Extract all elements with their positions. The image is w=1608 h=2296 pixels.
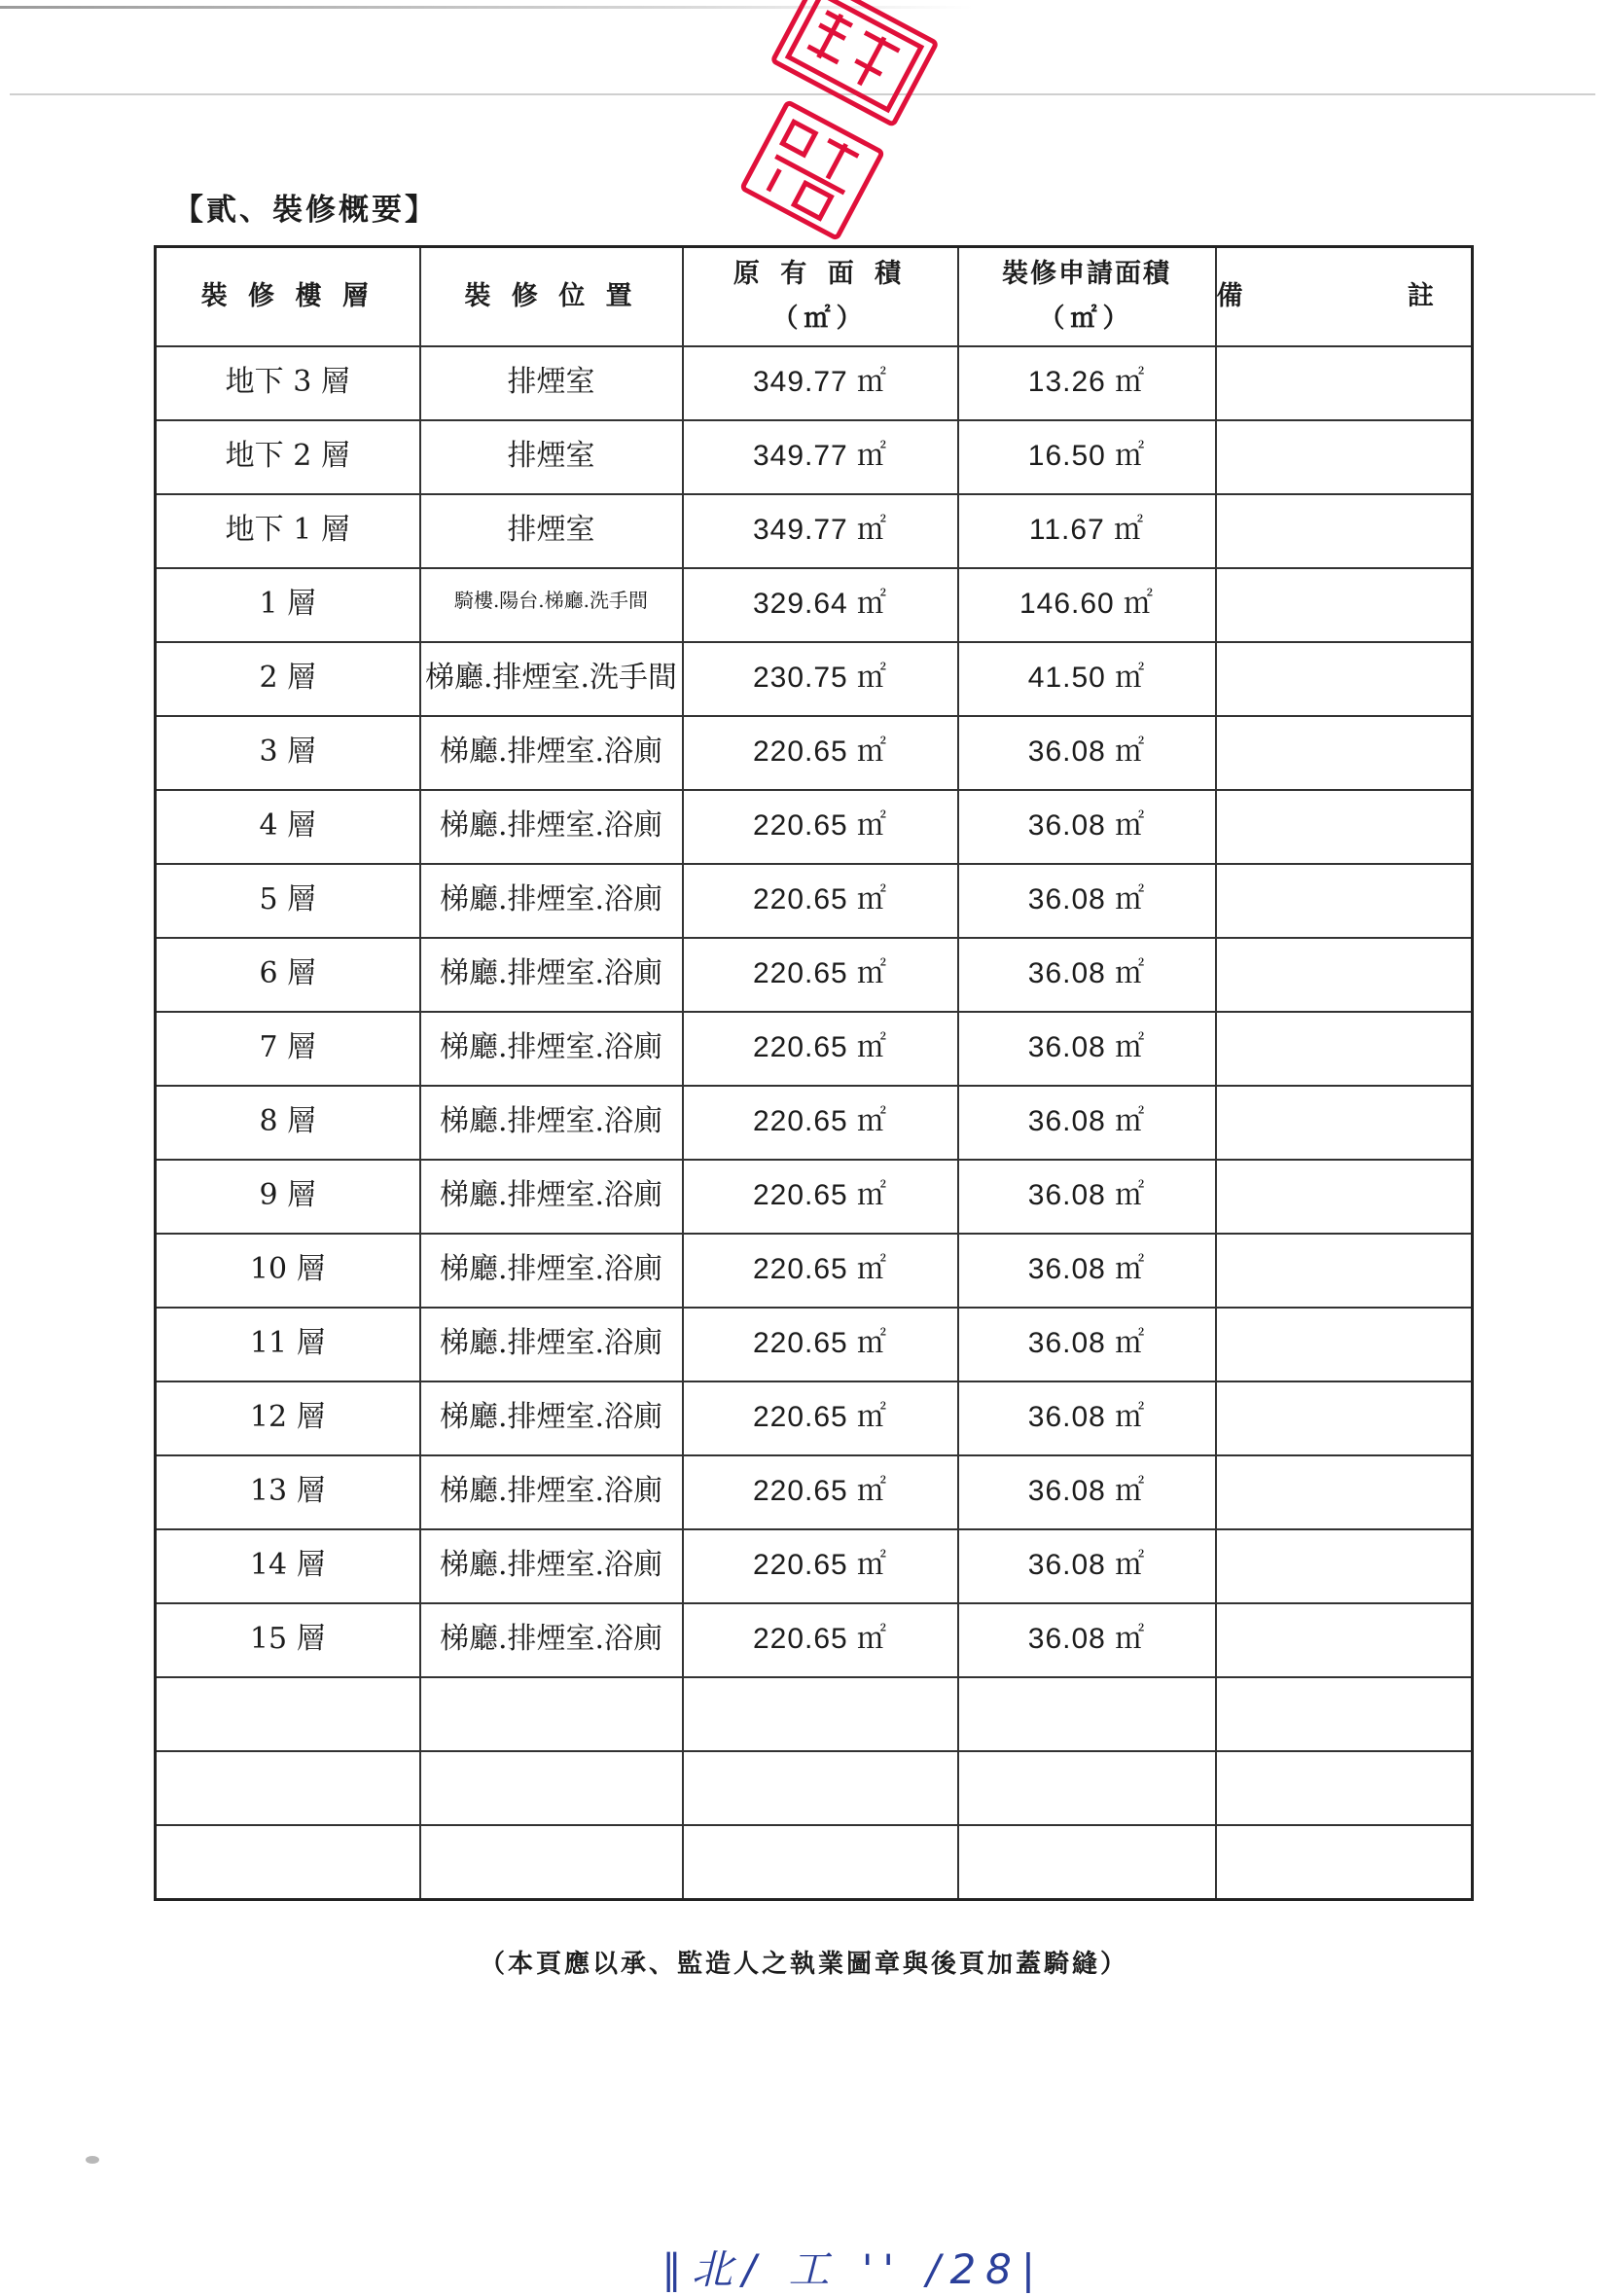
applied-area-cell: 36.08 ㎡: [958, 1529, 1216, 1603]
table-row: [156, 642, 1473, 716]
remarks-cell: [1216, 864, 1473, 938]
floor-cell: 6 層: [156, 938, 420, 1012]
floor-cell: 13 層: [156, 1455, 420, 1529]
location-cell: 梯廳.排煙室.浴廁: [420, 716, 683, 790]
applied-area-cell: 36.08 ㎡: [958, 864, 1216, 938]
remarks-cell: [1216, 1751, 1473, 1825]
table-row: [156, 938, 1473, 1012]
scan-speck: [86, 2156, 99, 2164]
floor-cell: 15 層: [156, 1603, 420, 1677]
location-cell: [420, 1751, 683, 1825]
remarks-cell: [1216, 1234, 1473, 1308]
remarks-cell: [1216, 420, 1473, 494]
floor-cell: 4 層: [156, 790, 420, 864]
location-cell: 梯廳.排煙室.浴廁: [420, 1012, 683, 1086]
location-cell: 梯廳.排煙室.浴廁: [420, 1381, 683, 1455]
original-area-cell: 220.65 ㎡: [683, 716, 958, 790]
renovation-summary-table: [154, 245, 1512, 1901]
table-row: [156, 1160, 1473, 1234]
applied-area-cell: [958, 1825, 1216, 1899]
table-row: [156, 1381, 1473, 1455]
original-area-cell: 220.65 ㎡: [683, 938, 958, 1012]
applied-area-cell: 36.08 ㎡: [958, 1234, 1216, 1308]
applied-area-cell: [958, 1677, 1216, 1751]
header-original-area-line1: 原 有 面 積: [733, 259, 908, 289]
section-title: 【貳、裝修概要】: [173, 193, 438, 228]
applied-area-cell: 146.60 ㎡: [958, 568, 1216, 642]
original-area-cell: 349.77 ㎡: [683, 420, 958, 494]
remarks-cell: [1216, 1529, 1473, 1603]
table-row: [156, 790, 1473, 864]
location-cell: 排煙室: [420, 494, 683, 568]
floor-cell: 14 層: [156, 1529, 420, 1603]
table-row: [156, 716, 1473, 790]
original-area-cell: 220.65 ㎡: [683, 1603, 958, 1677]
original-area-cell: 349.77 ㎡: [683, 346, 958, 420]
original-area-cell: 220.65 ㎡: [683, 1160, 958, 1234]
remarks-cell: [1216, 1677, 1473, 1751]
remarks-cell: [1216, 494, 1473, 568]
remarks-cell: [1216, 568, 1473, 642]
floor-cell: 10 層: [156, 1234, 420, 1308]
applied-area-cell: 36.08 ㎡: [958, 1455, 1216, 1529]
floor-cell: 7 層: [156, 1012, 420, 1086]
applied-area-cell: 36.08 ㎡: [958, 1381, 1216, 1455]
remarks-cell: [1216, 938, 1473, 1012]
location-cell: 梯廳.排煙室.浴廁: [420, 1234, 683, 1308]
applied-area-cell: 36.08 ㎡: [958, 938, 1216, 1012]
table-row: [156, 1234, 1473, 1308]
original-area-cell: 220.65 ㎡: [683, 1381, 958, 1455]
location-cell: 梯廳.排煙室.浴廁: [420, 1086, 683, 1160]
original-area-cell: 220.65 ㎡: [683, 1012, 958, 1086]
floor-cell: 2 層: [156, 642, 420, 716]
applied-area-cell: [958, 1751, 1216, 1825]
applied-area-cell: 16.50 ㎡: [958, 420, 1216, 494]
table-row: [156, 1603, 1473, 1677]
original-area-cell: 220.65 ㎡: [683, 1308, 958, 1381]
floor-cell: 11 層: [156, 1308, 420, 1381]
table-row: [156, 1455, 1473, 1529]
remarks-cell: [1216, 790, 1473, 864]
table-row: [156, 1086, 1473, 1160]
header-applied-area: [958, 247, 1216, 347]
location-cell: 排煙室: [420, 346, 683, 420]
floor-cell: 地下 3 層: [156, 346, 420, 420]
remarks-cell: [1216, 1160, 1473, 1234]
location-cell: 排煙室: [420, 420, 683, 494]
remarks-cell: [1216, 642, 1473, 716]
original-area-cell: [683, 1751, 958, 1825]
original-area-cell: 329.64 ㎡: [683, 568, 958, 642]
location-cell: 梯廳.排煙室.洗手間: [420, 642, 683, 716]
applied-area-cell: 36.08 ㎡: [958, 1086, 1216, 1160]
header-applied-area-line2: （㎡）: [1038, 304, 1135, 334]
location-cell: 梯廳.排煙室.浴廁: [420, 1160, 683, 1234]
original-area-cell: 220.65 ㎡: [683, 1529, 958, 1603]
location-cell: 梯廳.排煙室.浴廁: [420, 1308, 683, 1381]
remarks-cell: [1216, 1086, 1473, 1160]
remarks-cell: [1216, 1603, 1473, 1677]
floor-cell: 1 層: [156, 568, 420, 642]
location-cell: [420, 1825, 683, 1899]
remarks-cell: [1216, 1308, 1473, 1381]
location-cell: 梯廳.排煙室.浴廁: [420, 1455, 683, 1529]
table-row: [156, 346, 1473, 420]
header-original-area: [683, 247, 958, 347]
original-area-cell: 220.65 ㎡: [683, 1455, 958, 1529]
floor-cell: 地下 2 層: [156, 420, 420, 494]
original-area-cell: 220.65 ㎡: [683, 1234, 958, 1308]
remarks-cell: [1216, 1825, 1473, 1899]
red-seal-stamp-icon: [705, 0, 987, 243]
table-row: [156, 1677, 1473, 1751]
floor-cell: 8 層: [156, 1086, 420, 1160]
floor-cell: [156, 1825, 420, 1899]
remarks-cell: [1216, 346, 1473, 420]
applied-area-cell: 13.26 ㎡: [958, 346, 1216, 420]
applied-area-cell: 36.08 ㎡: [958, 1012, 1216, 1086]
table-row: [156, 494, 1473, 568]
applied-area-cell: 36.08 ㎡: [958, 1308, 1216, 1381]
table-row: [156, 1751, 1473, 1825]
header-remarks: 備 註: [1216, 247, 1473, 347]
floor-cell: 5 層: [156, 864, 420, 938]
table-row: [156, 1529, 1473, 1603]
remarks-cell: [1216, 1455, 1473, 1529]
table-row: [156, 568, 1473, 642]
table-row: [156, 420, 1473, 494]
remarks-cell: [1216, 1381, 1473, 1455]
location-cell: 梯廳.排煙室.浴廁: [420, 1529, 683, 1603]
table-row: [156, 864, 1473, 938]
location-cell: 梯廳.排煙室.浴廁: [420, 938, 683, 1012]
header-original-area-line2: （㎡）: [771, 304, 869, 334]
remarks-cell: [1216, 1012, 1473, 1086]
table-row: [156, 1825, 1473, 1899]
applied-area-cell: 36.08 ㎡: [958, 1603, 1216, 1677]
original-area-cell: [683, 1677, 958, 1751]
original-area-cell: 220.65 ㎡: [683, 864, 958, 938]
floor-cell: 9 層: [156, 1160, 420, 1234]
applied-area-cell: 36.08 ㎡: [958, 1160, 1216, 1234]
header-applied-area-line1: 裝修申請面積: [1002, 259, 1171, 289]
floor-cell: [156, 1677, 420, 1751]
location-cell: [420, 1677, 683, 1751]
original-area-cell: [683, 1825, 958, 1899]
original-area-cell: 220.65 ㎡: [683, 790, 958, 864]
table-header-row: [156, 247, 1473, 347]
applied-area-cell: 36.08 ㎡: [958, 790, 1216, 864]
location-cell: 梯廳.排煙室.浴廁: [420, 790, 683, 864]
footnote: （本頁應以承、監造人之執業圖章與後頁加蓋騎縫）: [479, 1950, 1128, 1979]
table-row: [156, 1012, 1473, 1086]
applied-area-cell: 41.50 ㎡: [958, 642, 1216, 716]
location-cell: 騎樓.陽台.梯廳.洗手間: [420, 568, 683, 642]
header-location: 裝 修 位 置: [420, 247, 683, 347]
table-row: [156, 1308, 1473, 1381]
floor-cell: [156, 1751, 420, 1825]
location-cell: 梯廳.排煙室.浴廁: [420, 864, 683, 938]
original-area-cell: 220.65 ㎡: [683, 1086, 958, 1160]
floor-cell: 地下 1 層: [156, 494, 420, 568]
original-area-cell: 349.77 ㎡: [683, 494, 958, 568]
handwritten-page-mark: ∥北/ 工 '' /28|: [661, 2245, 1046, 2293]
original-area-cell: 230.75 ㎡: [683, 642, 958, 716]
applied-area-cell: 11.67 ㎡: [958, 494, 1216, 568]
remarks-cell: [1216, 716, 1473, 790]
location-cell: 梯廳.排煙室.浴廁: [420, 1603, 683, 1677]
floor-cell: 3 層: [156, 716, 420, 790]
floor-cell: 12 層: [156, 1381, 420, 1455]
applied-area-cell: 36.08 ㎡: [958, 716, 1216, 790]
header-floor: 裝 修 樓 層: [156, 247, 420, 347]
